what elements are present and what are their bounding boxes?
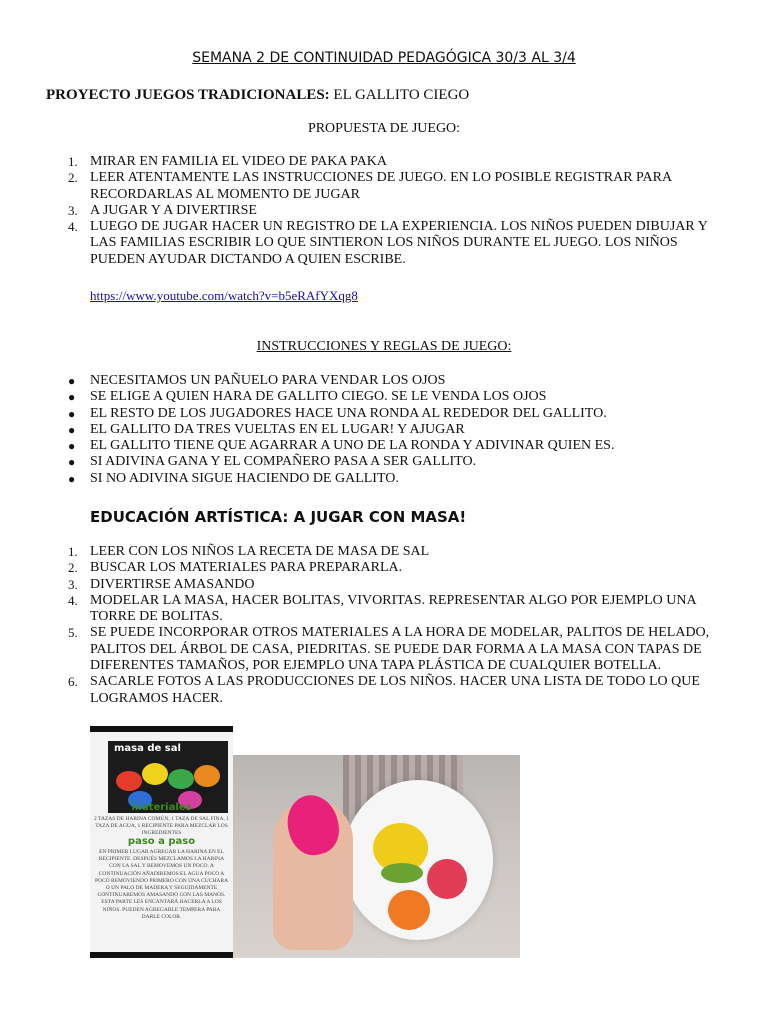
list-item: ● SI ADIVINA GANA Y EL COMPAÑERO PASA A SER GALLITO. [68, 454, 477, 470]
recipe-title: masa de sal [114, 743, 181, 754]
project-name: EL GALLITO CIEGO [329, 87, 470, 103]
edu-heading: EDUCACIÓN ARTÍSTICA: A JUGAR CON MASA! [90, 508, 467, 526]
list-item: ● SE ELIGE A QUIEN HARA DE GALLITO CIEGO. SE LE VENDA LOS OJOS [68, 389, 547, 405]
green-dough [381, 863, 423, 883]
reglas-heading: INSTRUCCIONES Y REGLAS DE JUEGO: [256, 339, 512, 354]
list-item: 2. BUSCAR LOS MATERIALES PARA PREPARARLA. [68, 560, 403, 576]
list-item: 4. LUEGO DE JUGAR HACER UN REGISTRO DE LA EXPERIENCIA. LOS NIÑOS PUEDEN DIBUJAR Y LAS FAMILIAS ESCRIBIR LO QUE SINTIERON LOS NIÑOS DURANTE EL JUEGO. LOS NIÑOS PUEDEN AYUDAR DICTANDO A QUIEN ESCRIBE. [68, 219, 708, 267]
page-title: SEMANA 2 DE CONTINUIDAD PEDAGÓGICA 30/3 AL 3/4 [192, 50, 576, 66]
project-label: PROYECTO JUEGOS TRADICIONALES: [46, 87, 330, 103]
list-item: 1. MIRAR EN FAMILIA EL VIDEO DE PAKA PAKA [68, 154, 388, 169]
paso-text: EN PRIMER LUGAR AGREGAR LA HARINA EN EL RECIPIENTE. DESPUÉS MEZCLAMOS LA HARINA CON LA SAL Y REMOVEMOS UN POCO. A CONTINUACIÓN AÑADIREMOS EL AGUA POCO A POCO REMOVIENDO PRIMERO CON UNA CUCHARA O UN PALO DE MADERA Y SEGUIDAMENTE CONTINUAREMOS AMASANDO CON LAS MANOS. ESTA PARTE LES ENCANTARÁ HACERLA A LOS NIÑOS. PUEDEN AGREGARLE TEMPERA PARA DARLE COLOR. [94, 849, 229, 920]
playdough-photo [233, 755, 520, 958]
list-item: 5. SE PUEDE INCORPORAR OTROS MATERIALES A LA HORA DE MODELAR, PALITOS DE HELADO, PALITOS DEL ÁRBOL DE CASA, PIEDRITAS. SE PUEDE DAR FORMA A LA MASA CON TAPAS DE DIFERENTES TAMAÑOS, POR EJEMPLO UNA TAPA PLÁSTICA DE CUALQUIER BOTELLA. [68, 625, 710, 674]
youtube-link[interactable]: https://www.youtube.com/watch?v=b5eRAfYXqg8 [90, 288, 358, 303]
materiales-heading: materiales [131, 802, 192, 813]
list-item: 3. A JUGAR Y A DIVERTIRSE [68, 202, 257, 218]
list-item: 2. LEER ATENTAMENTE LAS INSTRUCCIONES DE JUEGO. EN LO POSIBLE REGISTRAR PARA RECORDARLAS AL MOMENTO DE JUGAR [68, 170, 672, 202]
project-line [46, 86, 469, 104]
recipe-card-image [90, 726, 233, 958]
paso-heading: paso a paso [127, 836, 196, 847]
list-item: 3. DIVERTIRSE AMASANDO [68, 576, 255, 592]
dough-blob [142, 763, 168, 785]
red-dough [427, 859, 467, 899]
list-item: 4. MODELAR LA MASA, HACER BOLITAS, VIVORITAS. REPRESENTAR ALGO POR EJEMPLO UNA TORRE DE BOLITAS. [68, 592, 696, 625]
dough-blob [194, 765, 220, 787]
list-item: ● EL RESTO DE LOS JUGADORES HACE UNA RONDA AL REDEDOR DEL GALLITO. [68, 405, 607, 421]
propuesta-list [46, 154, 710, 268]
propuesta-heading: PROPUESTA DE JUEGO: [307, 121, 461, 136]
dough-blob [116, 771, 142, 791]
orange-dough [388, 890, 430, 930]
list-item: ● EL GALLITO DA TRES VUELTAS EN EL LUGAR! Y AJUGAR [68, 421, 465, 437]
list-item: ● EL GALLITO TIENE QUE AGARRAR A UNO DE LA RONDA Y ADIVINAR QUIEN ES. [68, 438, 615, 454]
dough-blob [168, 769, 194, 789]
list-item: ● NECESITAMOS UN PAÑUELO PARA VENDAR LOS OJOS [68, 373, 446, 388]
list-item: ● SI NO ADIVINA SIGUE HACIENDO DE GALLITO. [68, 470, 399, 486]
reglas-list [46, 373, 710, 487]
materiales-text: 2 TAZAS DE HARINA COMÚN, 1 TAZA DE SAL FINA, 1 TAZA DE AGUA, 1 RECIPIENTE PARA MEZCLAR LOS INGREDIENTES [94, 816, 229, 837]
list-item: 6. SACARLE FOTOS A LAS PRODUCCIONES DE LOS NIÑOS. HACER UNA LISTA DE TODO LO QUE LOGRAMOS HACER. [68, 674, 700, 706]
masa-list [46, 544, 710, 707]
list-item: 1. LEER CON LOS NIÑOS LA RECETA DE MASA DE SAL [68, 544, 430, 559]
